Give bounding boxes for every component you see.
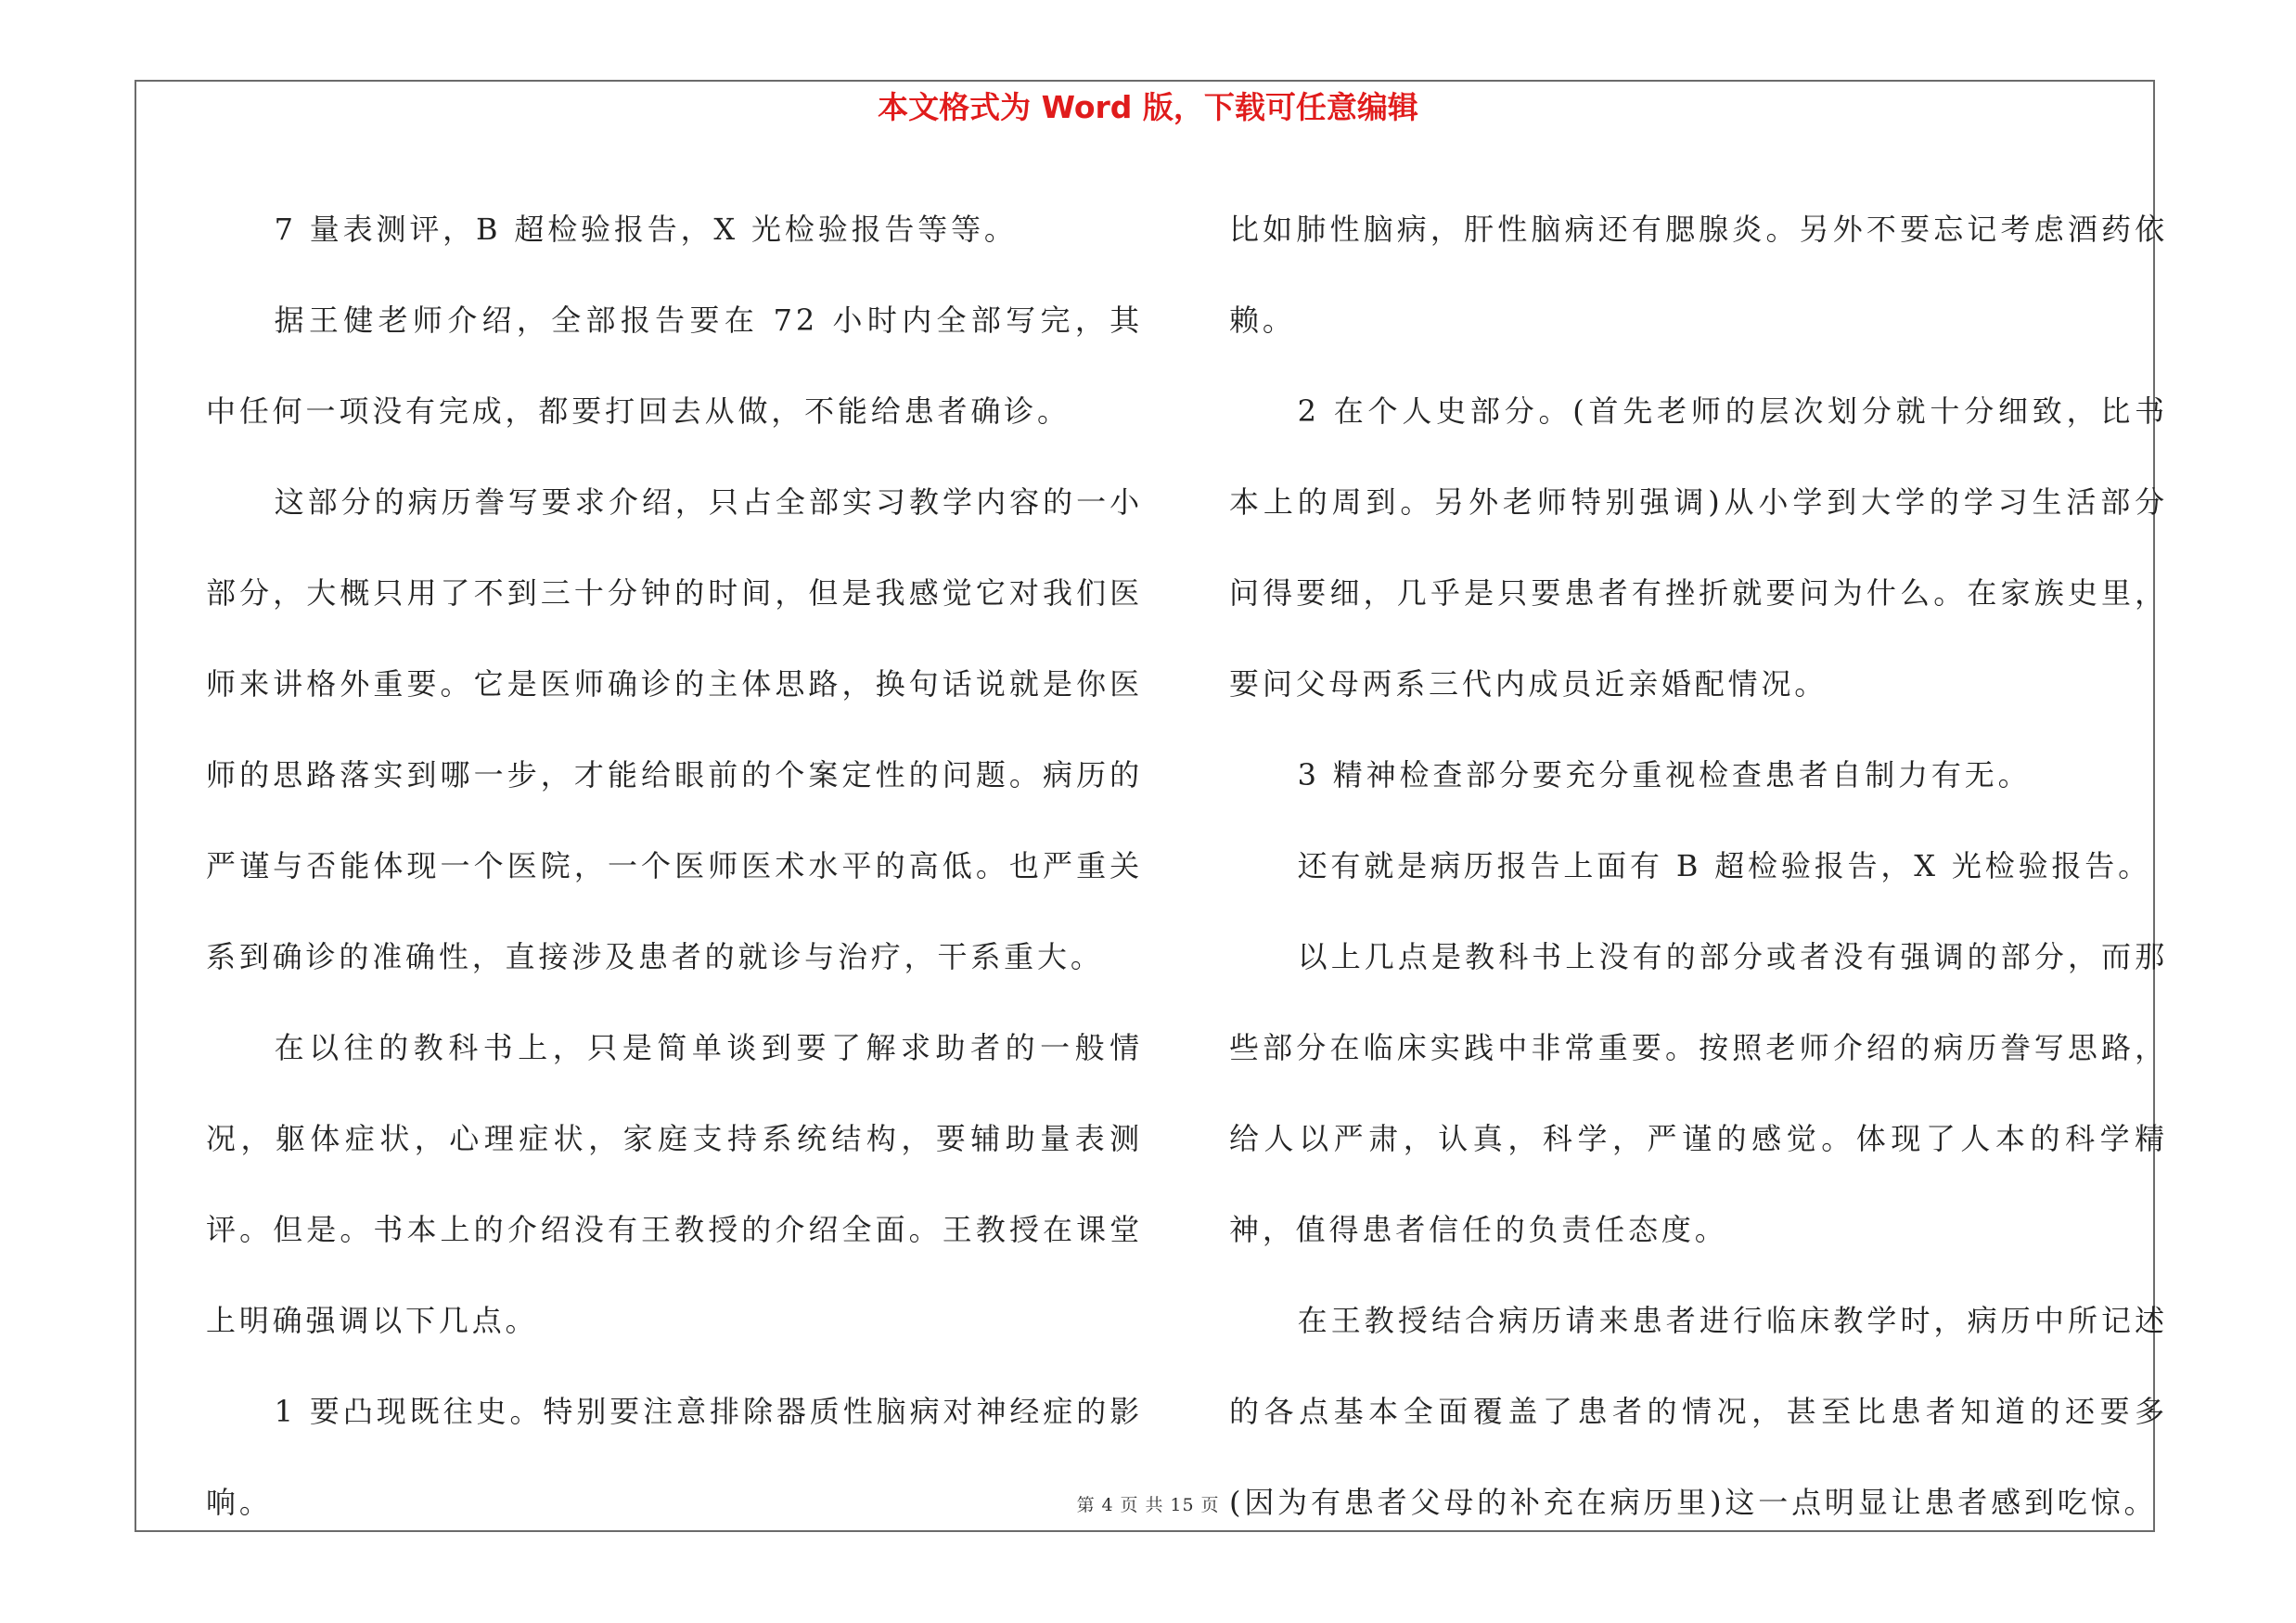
paragraph: 7 量表测评，B 超检验报告，X 光检验报告等等。 [274,212,1018,247]
paragraph: 在以往的教科书上，只是简单谈到要了解求助者的一般情况，躯体症状，心理症状，家庭支持系统结构，要辅助量表测评。但是。书本上的介绍没有王教授的介绍全面。王教授在课堂上明确强调以下几点。 [206,1030,1143,1338]
paragraph: 1 要凸现既往史。特别要注意排除器质性脑病对神经症的影响。 [206,1394,1143,1520]
paragraph: 2 在个人史部分。(首先老师的层次划分就十分细致，比书本上的周到。另外老师特别强调)从小学到大学的学习生活部分问得要细，几乎是只要患者有挫折就要问为什么。在家族史里，要问父母两系三代内成员近亲婚配情况。 [1229,393,2168,702]
header-banner: 本文格式为 Word 版，下载可任意编辑 [878,89,1418,125]
paragraph: 在王教授结合病历请来患者进行临床教学时，病历中所记述的各点基本全面覆盖了患者的情况，甚至比患者知道的还要多(因为有患者父母的补充在病历里)这一点明显让患者感到吃惊。 [1229,1303,2168,1520]
paragraph: 还有就是病历报告上面有 B 超检验报告，X 光检验报告。 [1297,848,2151,883]
paragraph: 据王健老师介绍，全部报告要在 72 小时内全部写完，其中任何一项没有完成，都要打回去从做，不能给患者确诊。 [206,303,1143,429]
paragraph-continued: 比如肺性脑病，肝性脑病还有腮腺炎。另外不要忘记考虑酒药依赖。 [1229,212,2168,338]
paragraph: 以上几点是教科书上没有的部分或者没有强调的部分，而那些部分在临床实践中非常重要。按照老师介绍的病历誊写思路，给人以严肃，认真，科学，严谨的感觉。体现了人本的科学精神，值得患者信任的负责任态度。 [1229,939,2168,1247]
paragraph: 这部分的病历誊写要求介绍，只占全部实习教学内容的一小部分，大概只用了不到三十分钟的时间，但是我感觉它对我们医师来讲格外重要。它是医师确诊的主体思路，换句话说就是你医师的思路落实到哪一步，才能给眼前的个案定性的问题。病历的严谨与否能体现一个医院，一个医师医术水平的高低。也严重关系到确诊的准确性，直接涉及患者的就诊与治疗，干系重大。 [206,484,1143,974]
right-column [1229,184,2168,1548]
page-number: 第 4 页 共 15 页 [1076,1495,1220,1515]
paragraph: 3 精神检查部分要充分重视检查患者自制力有无。 [1297,757,2032,792]
left-column [206,184,1143,1548]
